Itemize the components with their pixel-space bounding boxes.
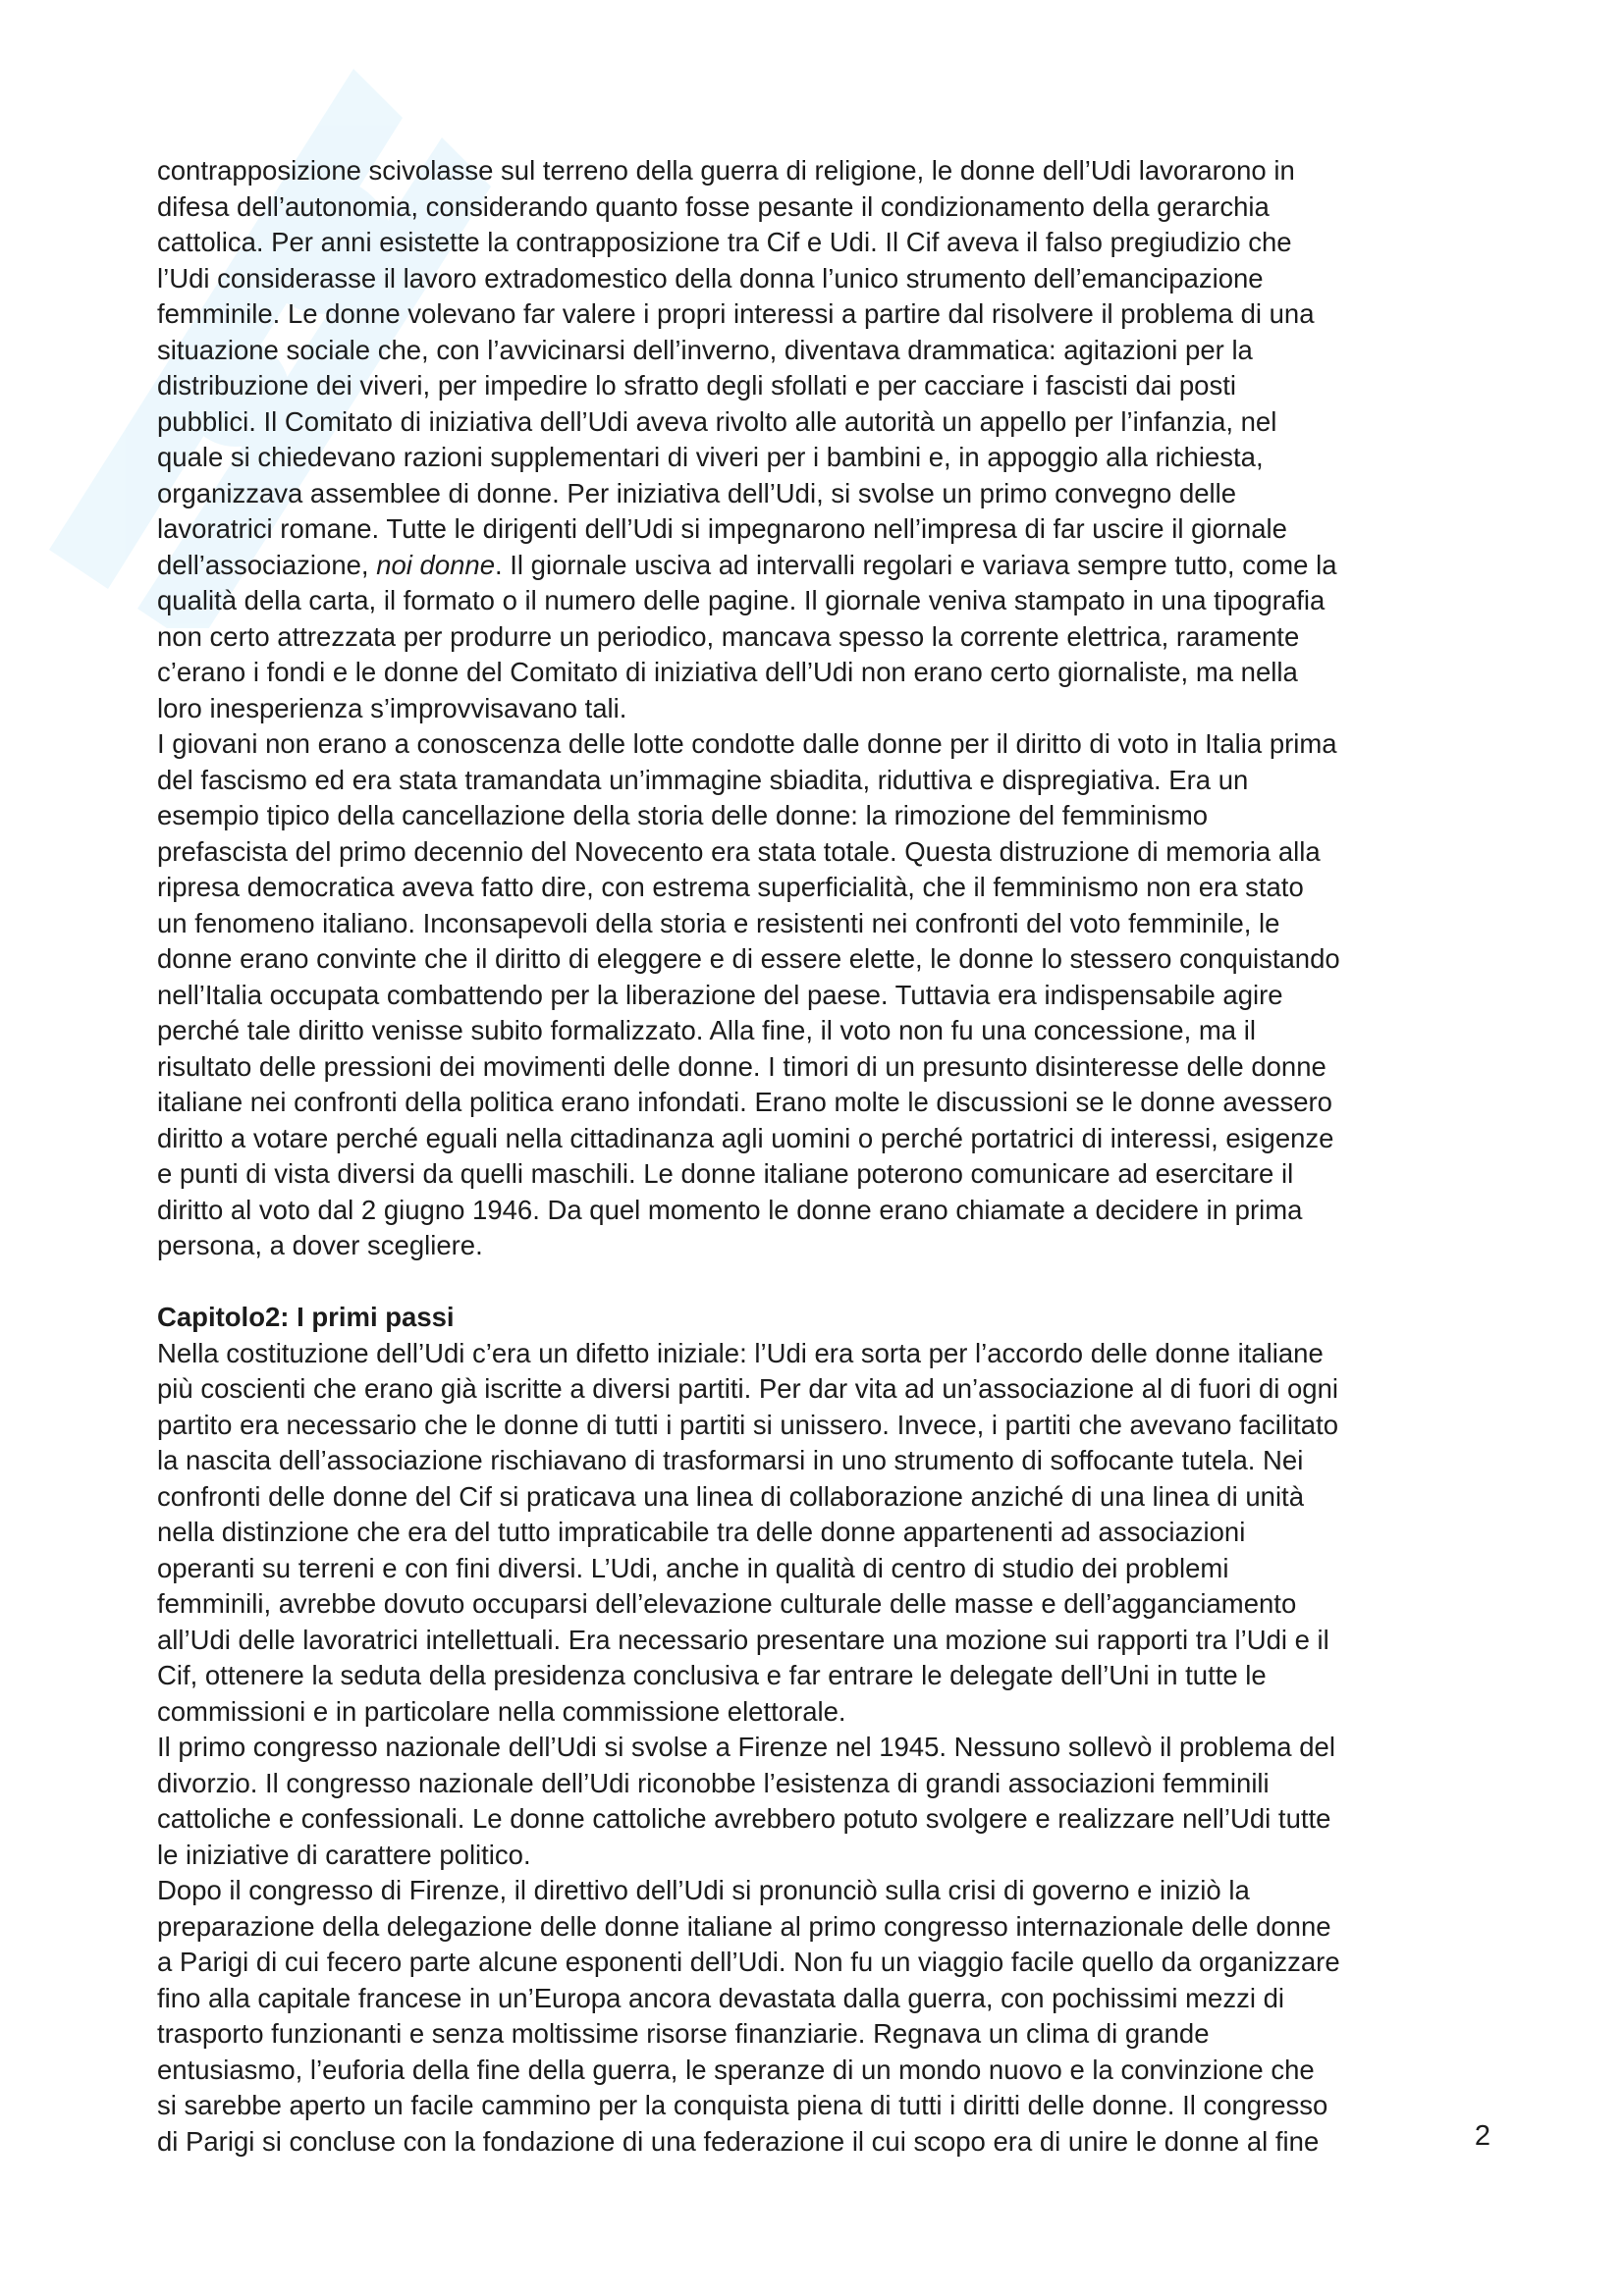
text-line: perché tale diritto venisse subito formalizzato. Alla fine, il voto non fu una concessione, ma il [157, 1015, 1256, 1045]
text-line: prefascista del primo decennio del Novecento era stata totale. Questa distruzione di memoria alla [157, 835, 1321, 867]
text-line: un fenomeno italiano. Inconsapevoli della storia e resistenti nei confronti del voto femminile, le [157, 907, 1280, 938]
text-line: pubblici. Il Comitato di iniziativa dell’Udi aveva rivolto alle autorità un appello per l’infanzia, nel [157, 405, 1277, 437]
text-line: più coscienti che erano già iscritte a diversi partiti. Per dar vita ad un’associazione al di fuori di ogni [157, 1373, 1338, 1404]
text-line: Nella costituzione dell’Udi c’era un difetto iniziale: l’Udi era sorta per l’accordo delle donne italiane [157, 1337, 1324, 1368]
text-line: distribuzione dei viveri, per impedire lo sfratto degli sfollati e per cacciare i fascisti dai posti [157, 370, 1236, 400]
text-line: si sarebbe aperto un facile cammino per la conquista piena di tutti i diritti delle donne. Il congresso [157, 2090, 1328, 2120]
text-line: italiane nei confronti della politica erano infondati. Erano molte le discussioni se le donne avessero [157, 1087, 1332, 1117]
text-run: . Il giornale usciva ad intervalli regolari e variava sempre tutto, come la [495, 549, 1337, 580]
text-line: ripresa democratica aveva fatto dire, con estrema superficialità, che il femminismo non era stato [157, 872, 1304, 902]
text-line: qualità della carta, il formato o il numero delle pagine. Il giornale veniva stampato in una tipografia [157, 585, 1326, 615]
text-line-with-italic [157, 548, 1492, 584]
intro-paragraph-1 [157, 153, 1492, 726]
text-line: fino alla capitale francese in un’Europa ancora devastata dalla guerra, con pochissimi mezzi di [157, 1982, 1285, 2013]
text-line: diritto a votare perché eguali nella cittadinanza agli uomini o perché portatrici di interessi, esigenze [157, 1122, 1334, 1153]
text-line: I giovani non erano a conoscenza delle lotte condotte dalle donne per il diritto di voto in Italia prima [157, 728, 1337, 759]
newspaper-title: noi donne [376, 549, 495, 580]
text-line: femminili, avrebbe dovuto occuparsi dell’elevazione culturale delle masse e dell’agganciamento [157, 1588, 1297, 1619]
text-line: Cif, ottenere la seduta della presidenza conclusiva e far entrare le delegate dell’Uni in tutte le [157, 1660, 1267, 1690]
text-line: contrapposizione scivolasse sul terreno della guerra di religione, le donne dell’Udi lavorarono in [157, 155, 1295, 186]
text-line: persona, a dover scegliere. [157, 1230, 483, 1260]
text-line: lavoratrici romane. Tutte le dirigenti dell’Udi si impegnarono nell’impresa di far uscire il giornale [157, 513, 1287, 544]
text-line: all’Udi delle lavoratrici intellettuali. Era necessario presentare una mozione sui rapporti tra l’Udi e il [157, 1624, 1329, 1655]
text-line: non certo attrezzata per produrre un periodico, mancava spesso la corrente elettrica, raramente [157, 620, 1300, 652]
text-line: cattolica. Per anni esistette la contrapposizione tra Cif e Udi. Il Cif aveva il falso pregiudizio che [157, 227, 1292, 257]
text-line: loro inesperienza s’improvvisavano tali. [157, 692, 627, 723]
text-line: quale si chiedevano razioni supplementari di viveri per i bambini e, in appoggio alla richiesta, [157, 442, 1264, 472]
text-line: l’Udi considerasse il lavoro extradomestico della donna l’unico strumento dell’emancipazione [157, 262, 1264, 294]
chapter-2-paragraph-1 [157, 1336, 1492, 1731]
text-line: le iniziative di carattere politico. [157, 1839, 531, 1870]
text-line: esempio tipico della cancellazione della storia delle donne: la rimozione del femminismo [157, 800, 1209, 830]
chapter-2-paragraph-2 [157, 1730, 1492, 1873]
text-line: Il primo congresso nazionale dell’Udi si svolse a Firenze nel 1945. Nessuno sollevò il problema del [157, 1732, 1335, 1762]
text-line: Dopo il congresso di Firenze, il direttivo dell’Udi si pronunciò sulla crisi di governo e iniziò la [157, 1875, 1250, 1905]
chapter-heading: Capitolo2: I primi passi [157, 1302, 455, 1332]
text-line: donne erano convinte che il diritto di eleggere e di essere elette, le donne lo stessero conquistando [157, 943, 1340, 974]
text-line: entusiasmo, l’euforia della fine della guerra, le speranze di un mondo nuovo e la convinzione che [157, 2054, 1315, 2085]
text-line: di Parigi si concluse con la fondazione di una federazione il cui scopo era di unire le donne al fine [157, 2125, 1320, 2157]
text-line: operanti su terreni e con fini diversi. L’Udi, anche in qualità di centro di studio dei problemi [157, 1552, 1229, 1583]
text-line: divorzio. Il congresso nazionale dell’Udi riconobbe l’esistenza di grandi associazioni femminili [157, 1767, 1270, 1798]
text-line: femminile. Le donne volevano far valere i propri interessi a partire dal risolvere il problema di una [157, 298, 1315, 329]
text-run: dell’associazione, [157, 549, 377, 580]
text-line: a Parigi di cui fecero parte alcune esponenti dell’Udi. Non fu un viaggio facile quello da organizzare [157, 1947, 1340, 1977]
text-line: partito era necessario che le donne di tutti i partiti si unissero. Invece, i partiti che avevano facilitato [157, 1409, 1339, 1440]
text-line: trasporto funzionanti e senza moltissime risorse finanziarie. Regnava un clima di grande [157, 2018, 1210, 2049]
text-line: risultato delle pressioni dei movimenti delle donne. I timori di un presunto disinteresse delle donne [157, 1050, 1326, 1082]
text-line: difesa dell’autonomia, considerando quanto fosse pesante il condizionamento della gerarchia [157, 190, 1270, 222]
text-line: c’erano i fondi e le donne del Comitato di iniziativa dell’Udi non erano certo giornaliste, ma nella [157, 657, 1298, 687]
text-line: organizzava assemblee di donne. Per iniziativa dell’Udi, si svolse un primo convegno delle [157, 477, 1237, 508]
text-line: situazione sociale che, con l’avvicinarsi dell’inverno, diventava drammatica: agitazioni per la [157, 334, 1253, 365]
document-body [157, 153, 1492, 2160]
text-line: diritto al voto dal 2 giugno 1946. Da quel momento le donne erano chiamate a decidere in prima [157, 1194, 1303, 1225]
text-line: del fascismo ed era stata tramandata un’immagine sbiadita, riduttiva e dispregiativa. Era un [157, 764, 1249, 795]
text-line: la nascita dell’associazione rischiavano di trasformarsi in uno strumento di soffocante tutela. Nei [157, 1445, 1304, 1475]
text-line: commissioni e in particolare nella commissione elettorale. [157, 1695, 846, 1727]
text-line: nella distinzione che era del tutto impraticabile tra delle donne appartenenti ad associazioni [157, 1517, 1246, 1547]
text-line: e punti di vista diversi da quelli maschili. Le donne italiane poterono comunicare ad esercitare il [157, 1158, 1294, 1189]
text-line: cattoliche e confessionali. Le donne cattoliche avrebbero potuto svolgere e realizzare nell’Udi tutte [157, 1803, 1331, 1834]
text-line: nell’Italia occupata combattendo per la liberazione del paese. Tuttavia era indispensabile agire [157, 979, 1283, 1010]
intro-paragraph-2 [157, 726, 1492, 1264]
text-line: confronti delle donne del Cif si praticava una linea di collaborazione anziché di una linea di unità [157, 1480, 1304, 1512]
page-number: 2 [1474, 2120, 1490, 2152]
text-line: preparazione della delegazione delle donne italiane al primo congresso internazionale delle donne [157, 1910, 1331, 1942]
chapter-2-paragraph-3 [157, 1873, 1492, 2160]
